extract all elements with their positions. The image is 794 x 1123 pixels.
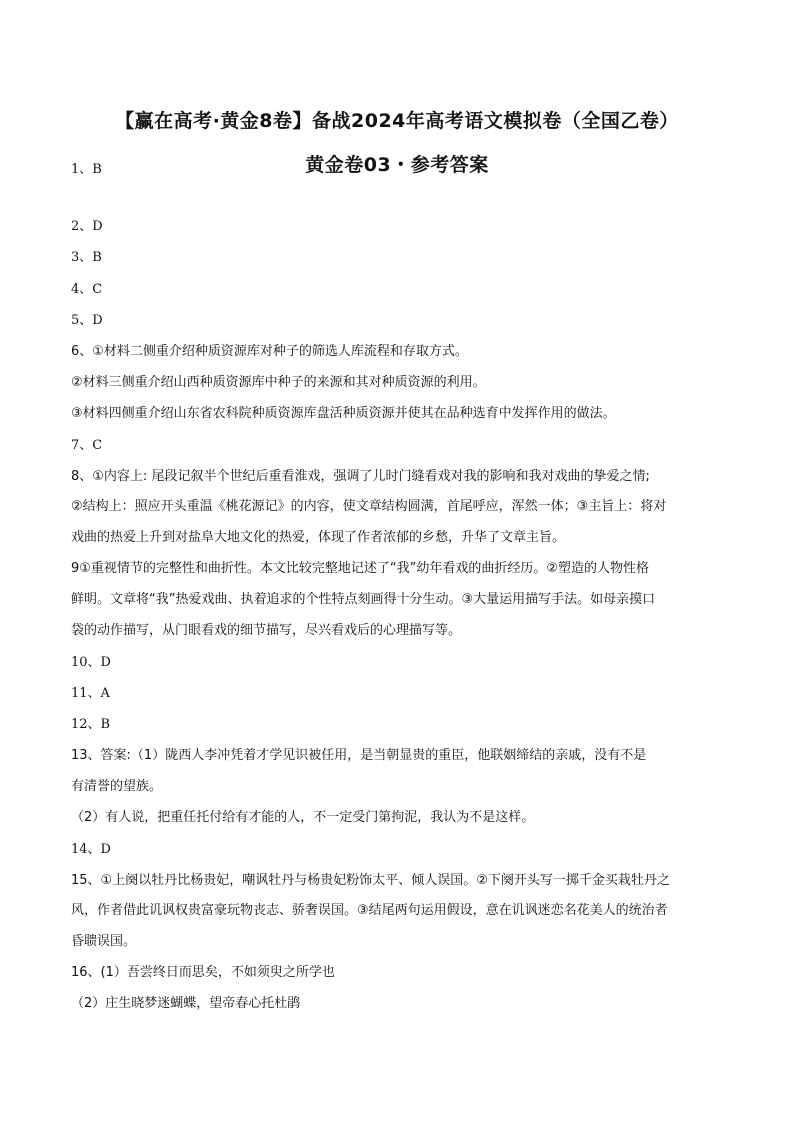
answer-line-13c: （2）有人说，把重任托付给有才能的人，不一定受门第拘泥，我认为不是这样。 — [71, 810, 535, 825]
answer-line-15c: 昏聩误国。 — [71, 934, 137, 949]
answer-line-8c: 戏曲的热爱上升到对盐阜大地文化的热爱，体现了作者浓郁的乡愁，升华了文章主旨。 — [71, 530, 566, 545]
answer-line-1: 1、B — [71, 162, 102, 177]
answer-line-6b: ②材料三侧重介绍山西种质资源库中种子的来源和其对种质资源的利用。 — [71, 375, 486, 390]
answer-line-11: 11、A — [71, 686, 110, 701]
answer-line-8b: ②结构上：照应开头重温《桃花源记》的内容，使文章结构圆满，首尾呼应，浑然一体；③主旨上：将对 — [71, 499, 667, 514]
answer-line-13b: 有清誉的望族。 — [71, 779, 163, 794]
answer-line-15b: 风，作者借此讥讽权贵富豪玩物丧志、骄奢误国。③结尾两句运用假设，意在讥讽迷恋名花美人的统治者 — [71, 903, 668, 918]
answer-line-9c: 袋的动作描写，从门眼看戏的细节描写，尽兴看戏后的心理描写等。 — [71, 623, 462, 638]
document-subtitle: 黄金卷03・参考答案 — [305, 154, 489, 176]
answer-line-4: 4、C — [71, 282, 103, 297]
answer-line-6c: ③材料四侧重介绍山东省农科院种质资源库盘活种质资源并使其在品种选育中发挥作用的做法。 — [71, 406, 616, 421]
answer-line-8a: 8、①内容上: 尾段记叙半个世纪后重看淮戏，强调了儿时门缝看戏对我的影响和我对戏曲的挚爱之情; — [71, 469, 650, 484]
answer-line-12: 12、B — [71, 717, 111, 732]
answer-line-15a: 15、①上阕以牡丹比杨贵妃，嘲讽牡丹与杨贵妃粉饰太平、倾人误国。②下阕开头写一掷千金买栽牡丹之 — [71, 873, 670, 888]
answer-line-16a: 16、(1）吾尝终日而思矣，不如须臾之所学也 — [71, 965, 335, 980]
answer-line-6a: 6、①材料二侧重介绍种质资源库对种子的筛选人库流程和存取方式。 — [71, 344, 468, 359]
answer-line-16b: （2）庄生晓梦迷蝴蝶，望帝春心托杜鹃 — [71, 996, 301, 1011]
answer-line-7: 7、C — [71, 438, 103, 453]
answer-line-5: 5、D — [71, 313, 103, 328]
answer-line-14: 14、D — [71, 842, 111, 857]
answer-line-9b: 鲜明。文章将“我”热爱戏曲、执着追求的个性特点刻画得十分生动。③大量运用描写手法。如母亲摸口 — [71, 592, 656, 607]
answer-line-13a: 13、答案:（1）陇西人李冲凭着才学见识被任用，是当朝显贵的重臣，他联姻缔结的亲戚，没有不是 — [71, 748, 647, 763]
document-title: 【赢在高考·黄金8卷】备战2024年高考语文模拟卷（全国乙卷） — [115, 110, 679, 132]
answer-line-9a: 9①重视情节的完整性和曲折性。本文比较完整地记述了“我”幼年看戏的曲折经历。②塑造的人物性格 — [71, 561, 650, 576]
answer-line-3: 3、B — [71, 250, 102, 265]
answer-line-2: 2、D — [71, 219, 103, 234]
answer-line-10: 10、D — [71, 655, 111, 670]
